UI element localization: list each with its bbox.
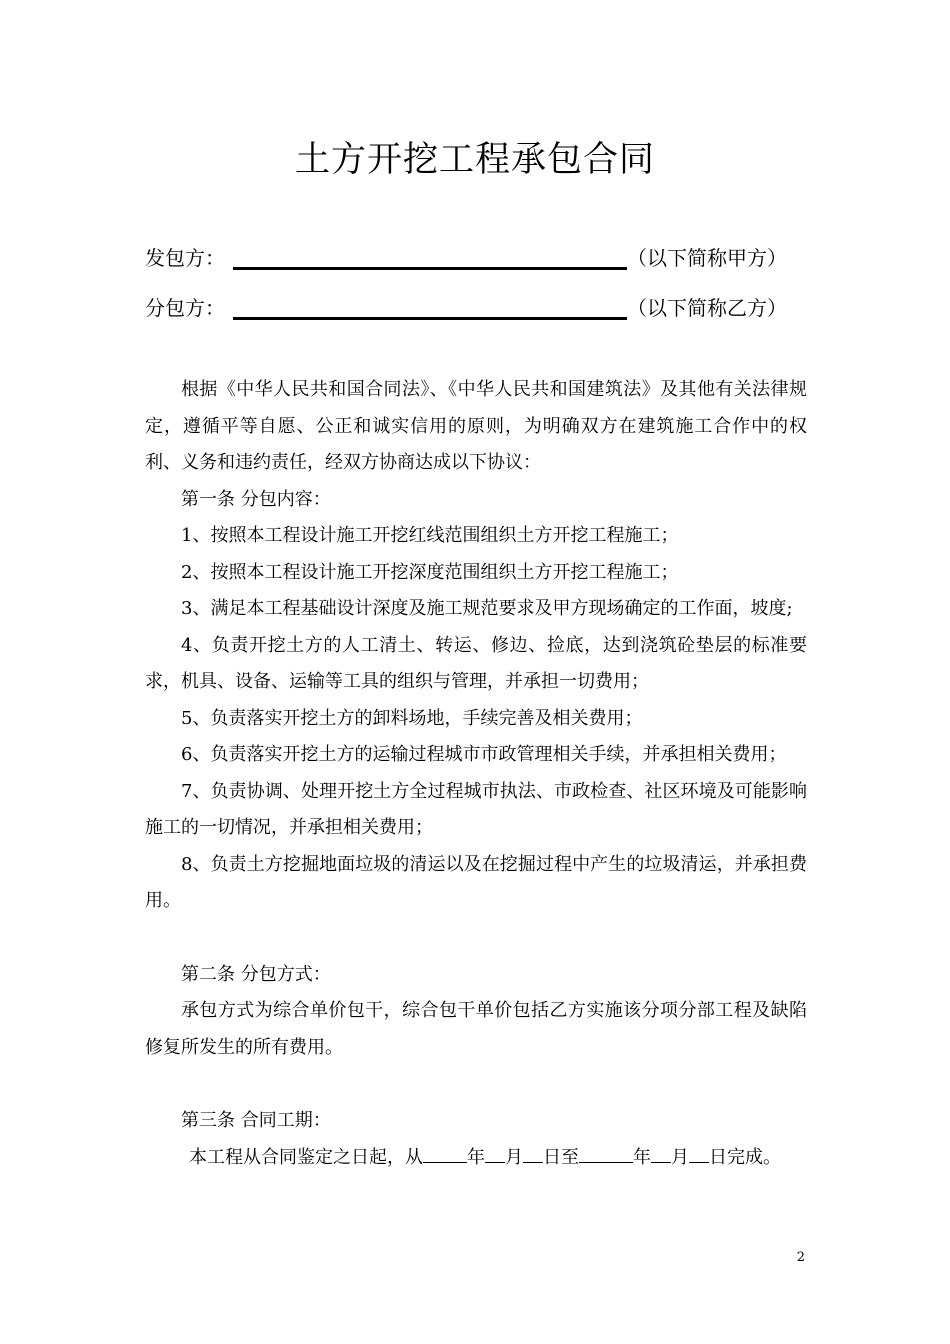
employer-label: 发包方： xyxy=(145,246,225,270)
date-text: 年 xyxy=(467,1146,485,1168)
article1-item: 3、满足本工程基础设计深度及施工规范要求及甲方现场确定的工作面，坡度; xyxy=(181,598,793,619)
start-month-blank xyxy=(485,1144,505,1163)
intro-paragraph: 根据《中华人民共和国合同法》、《中华人民共和国建筑法》及其他有关法律规定，遵循平等自愿、公正和诚实信用的原则，为明确双方在建筑施工合作中的权利、义务和违约责任，经双方协商达成以下协议： xyxy=(145,379,807,473)
contract-title: 土方开挖工程承包合同 xyxy=(294,140,655,180)
article1-item: 8、负责土方挖掘地面垃圾的清运以及在挖掘过程中产生的垃圾清运，并承担费用。 xyxy=(145,853,807,911)
article1-item: 1、按照本工程设计施工开挖红线范围组织土方开挖工程施工； xyxy=(181,525,679,546)
article1-item: 6、负责落实开挖土方的运输过程城市市政管理相关手续，并承担相关费用； xyxy=(181,744,787,765)
end-year-blank xyxy=(579,1144,633,1163)
date-text: 月 xyxy=(671,1146,689,1168)
subcontractor-blank-line xyxy=(233,317,627,320)
start-day-blank xyxy=(523,1144,543,1163)
subcontractor-label: 分包方： xyxy=(145,296,225,320)
employer-party-row xyxy=(145,240,815,276)
date-text: 本工程从合同鉴定之日起，从 xyxy=(189,1146,423,1168)
subcontractor-note: （以下简称乙方） xyxy=(627,296,787,320)
article3-heading: 第三条 合同工期： xyxy=(181,1110,331,1131)
date-text: 日至 xyxy=(543,1146,579,1168)
date-text: 月 xyxy=(505,1146,523,1168)
article3-date-line xyxy=(145,1140,807,1177)
date-text: 日完成。 xyxy=(709,1146,781,1168)
article2-heading: 第二条 分包方式： xyxy=(181,963,331,985)
article2-text: 承包方式为综合单价包干，综合包干单价包括乙方实施该分项分部工程及缺陷修复所发生的所有费用。 xyxy=(145,1000,807,1058)
employer-note: （以下简称甲方） xyxy=(627,246,787,270)
article1-item: 5、负责落实开挖土方的卸料场地，手续完善及相关费用； xyxy=(181,707,643,729)
employer-blank-line xyxy=(233,267,627,270)
start-year-blank xyxy=(423,1144,467,1163)
page-number: 2 xyxy=(796,1250,805,1265)
contract-body xyxy=(145,372,807,1176)
article1-item: 7、负责协调、处理开挖土方全过程城市执法、市政检查、社区环境及可能影响施工的一切情况，并承担相关费用； xyxy=(145,780,807,838)
end-day-blank xyxy=(689,1144,709,1163)
subcontractor-party-row xyxy=(145,290,815,326)
date-text: 年 xyxy=(633,1146,651,1168)
article1-item: 2、按照本工程设计施工开挖深度范围组织土方开挖工程施工； xyxy=(181,561,679,583)
article1-item: 4、负责开挖土方的人工清土、转运、修边、捡底，达到浇筑砼垫层的标准要求，机具、设备、运输等工具的组织与管理，并承担一切费用； xyxy=(145,634,807,692)
article1-heading: 第一条 分包内容： xyxy=(181,488,331,510)
end-month-blank xyxy=(651,1144,671,1163)
